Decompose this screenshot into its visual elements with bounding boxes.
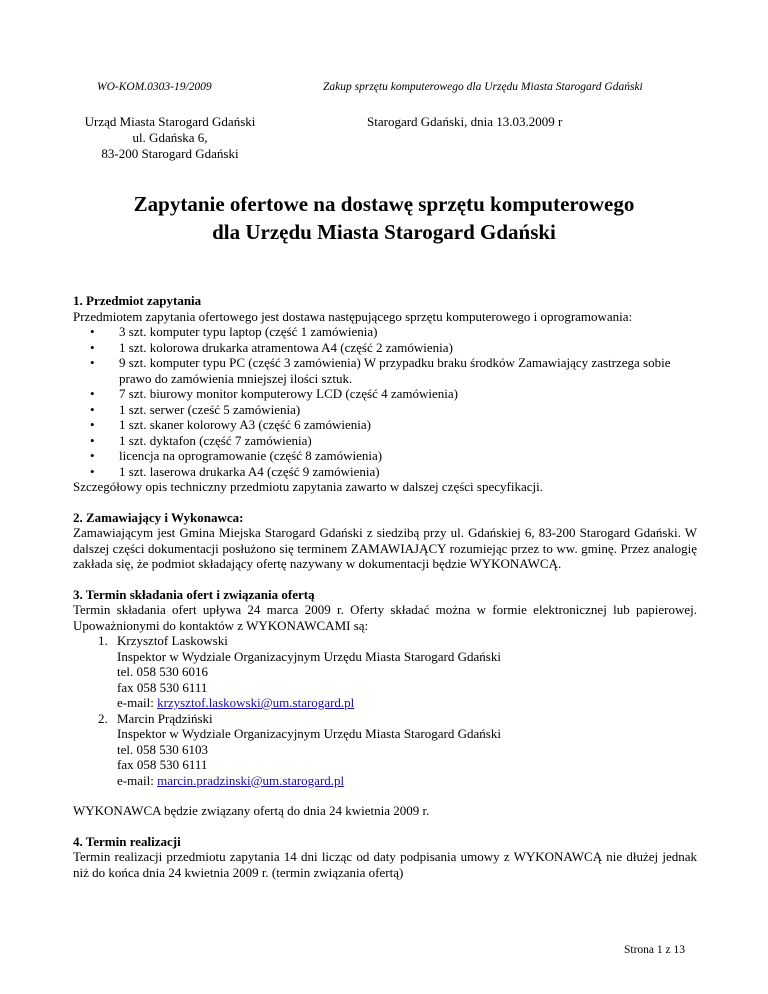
bullet-icon: •: [90, 448, 95, 463]
section-text: Termin realizacji przedmiotu zapytania 14 dni licząc od daty podpisania umowy z WYKONAWCĄ nie dłużej jednak niż do końca dnia 24 kwietnia 2009 r. (termin związania ofertą): [73, 849, 697, 880]
section-text: Zamawiającym jest Gmina Miejska Starogard Gdański z siedzibą przy ul. Gdańskiej 6, 83-200 Starogard Gdański. W dalszej części dokumentacji posłużono się terminem ZAMAWIAJĄCY rozumiejąc przez to ww. gminę. Przez analogię zakłada się, że podmiot składający ofertę nazywany w dokumentacji będzie WYKONAWCĄ.: [73, 525, 697, 571]
bullet-icon: •: [90, 355, 95, 370]
contact-phone: tel. 058 530 6103: [117, 741, 208, 757]
contact-item: [73, 711, 697, 789]
bullet-icon: •: [90, 401, 95, 417]
bullet-icon: •: [90, 417, 95, 432]
list-item: • 9 szt. komputer typu PC (część 3 zamówienia) W przypadku braku środków Zamawiający zastrzega sobie prawo do zamówienia mniejszej ilości sztuk.: [90, 355, 671, 386]
list-item: • 7 szt. biurowy monitor komputerowy LCD (część 4 zamówienia): [90, 386, 458, 401]
contact-number: 1.: [98, 633, 108, 648]
contact-role: Inspektor w Wydziale Organizacyjnym Urzędu Miasta Starogard Gdański: [117, 726, 501, 741]
sender-line: ul. Gdańska 6,: [132, 130, 208, 145]
items-list: [73, 324, 697, 479]
contact-role: Inspektor w Wydziale Organizacyjnym Urzędu Miasta Starogard Gdański: [117, 648, 501, 664]
place-and-date: Starogard Gdański, dnia 13.03.2009 r: [367, 114, 563, 129]
bullet-icon: •: [90, 432, 95, 448]
section-outro: Szczegółowy opis techniczny przedmiotu zapytania zawarto w dalszej części specyfikacji.: [73, 479, 543, 494]
contacts-list: [73, 633, 697, 788]
reference-number: WO-KOM.0303-19/2009: [97, 81, 212, 93]
section-heading: 1. Przedmiot zapytania: [73, 293, 202, 308]
page-number: Strona 1 z 13: [624, 944, 686, 956]
title-line: Zapytanie ofertowe na dostawę sprzętu komputerowego: [133, 192, 635, 216]
contact-fax: fax 058 530 6111: [117, 679, 208, 695]
bullet-icon: •: [90, 324, 95, 339]
contact-email-line: e-mail: krzysztof.laskowski@um.starogard.pl: [117, 695, 355, 710]
sender-line: 83-200 Starogard Gdański: [101, 146, 239, 161]
list-item: • 1 szt. kolorowa drukarka atramentowa A4 (część 2 zamówienia): [90, 339, 453, 355]
list-item: • 1 szt. serwer (cześć 5 zamówienia): [90, 401, 301, 417]
document-body: [73, 293, 697, 880]
list-item: • 1 szt. laserowa drukarka A4 (część 9 zamówienia): [90, 463, 380, 479]
section-heading: 4. Termin realizacji: [73, 833, 181, 849]
document-title: [40, 190, 728, 246]
title-line: dla Urzędu Miasta Starogard Gdański: [212, 220, 556, 244]
contact-number: 2.: [98, 710, 108, 726]
section-heading: 3. Termin składania ofert i związania ofertą: [73, 586, 315, 602]
bullet-icon: •: [90, 339, 95, 355]
email-link[interactable]: krzysztof.laskowski@um.starogard.pl: [157, 695, 355, 710]
contact-fax: fax 058 530 6111: [117, 757, 208, 772]
list-item: • 1 szt. dyktafon (część 7 zamówienia): [90, 432, 312, 448]
list-item: • 1 szt. skaner kolorowy A3 (część 6 zamówienia): [90, 417, 371, 432]
contact-name: Marcin Prądziński: [117, 710, 213, 726]
section-intro: Przedmiotem zapytania ofertowego jest dostawa następującego sprzętu komputerowego i oprogramowania:: [73, 308, 633, 324]
sender-line: Urząd Miasta Starogard Gdański: [84, 114, 256, 129]
section-text: Termin składania ofert upływa 24 marca 2009 r. Oferty składać można w formie elektronicznej lub papierowej. Upoważnionymi do kontaktów z WYKONAWCAMI są:: [73, 602, 697, 633]
bullet-icon: •: [90, 386, 95, 401]
email-link[interactable]: marcin.pradzinski@um.starogard.pl: [157, 772, 345, 788]
section-closing: WYKONAWCA będzie związany ofertą do dnia 24 kwietnia 2009 r.: [73, 803, 430, 818]
contact-email-line: e-mail: marcin.pradzinski@um.starogard.pl: [117, 772, 345, 788]
bullet-icon: •: [90, 463, 95, 479]
list-item: • 3 szt. komputer typu laptop (część 1 zamówienia): [90, 324, 378, 339]
contact-item: [73, 633, 697, 711]
list-item: • licencja na oprogramowanie (część 8 zamówienia): [90, 448, 383, 463]
contact-name: Krzysztof Laskowski: [117, 633, 228, 648]
sender-address: [70, 114, 270, 162]
contact-phone: tel. 058 530 6016: [117, 664, 208, 679]
header-subject: Zakup sprzętu komputerowego dla Urzędu Miasta Starogard Gdański: [323, 81, 643, 93]
section-heading: 2. Zamawiający i Wykonawca:: [73, 509, 244, 525]
